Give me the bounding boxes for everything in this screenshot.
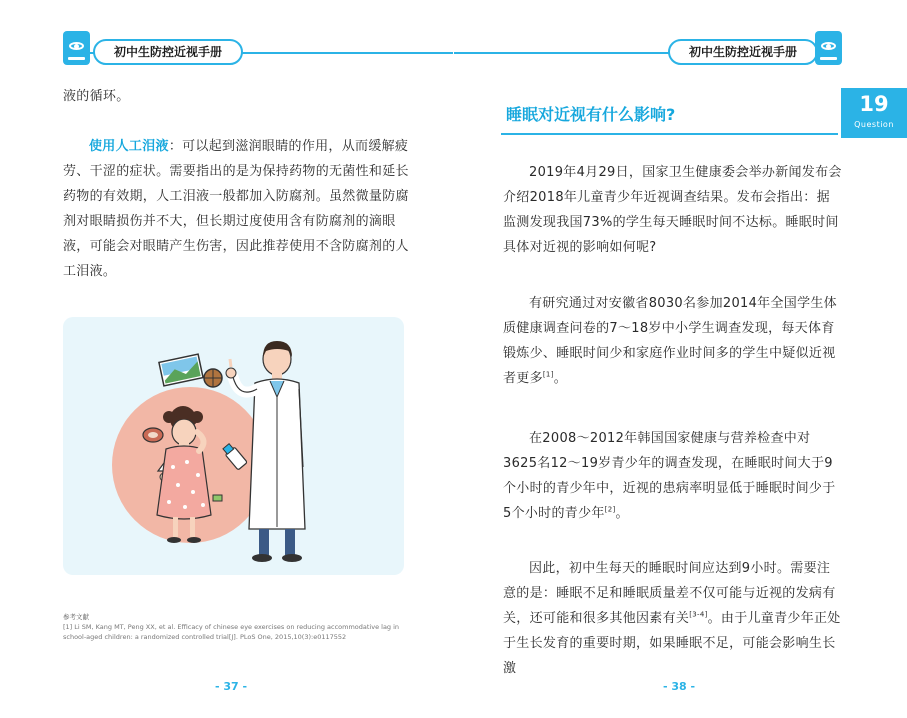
left-page bbox=[0, 0, 453, 718]
page-number: - 38 - bbox=[662, 680, 696, 693]
page-header bbox=[63, 31, 453, 65]
citation: [1] bbox=[542, 370, 554, 379]
paragraph-text: ：可以起到滋润眼睛的作用，从而缓解疲劳、干涩的症状。需要指出的是为保持药物的无菌性和延长药物的有效期，人工泪液一般都加入防腐剂。虽然微量防腐剂对眼睛损伤并不大，但长期过度使用含有防腐剂的滴眼液，可能会对眼睛产生伤害，因此推荐使用不含防腐剂的人工泪液。 bbox=[63, 139, 409, 279]
meat-icon bbox=[143, 428, 163, 442]
book-title-badge: 初中生防控近视手册 bbox=[668, 39, 818, 65]
paragraph-text: 2019年4月29日，国家卫生健康委会举办新闻发布会介绍2018年儿童青少年近视调查结果。发布会指出：据监测发现我国73%的学生每天睡眠时间不达标。睡眠时间具体对近视的影响如何呢? bbox=[503, 165, 842, 255]
paragraph bbox=[63, 134, 411, 284]
references-title: 参考文献 bbox=[63, 613, 89, 621]
ball-icon bbox=[204, 369, 222, 387]
illustration bbox=[63, 317, 404, 575]
question-label: Question bbox=[854, 120, 894, 129]
paragraph-tail: 。 bbox=[615, 506, 629, 521]
question-heading bbox=[501, 93, 838, 135]
paragraph bbox=[503, 556, 843, 681]
question-title: 睡眠对近视有什么影响? bbox=[506, 105, 676, 124]
paragraph-text: 有研究通过对安徽省8030名参加2014年全国学生体质健康调查问卷的7～18岁中小学生调查发现，每天体育锻炼少、睡眠时间少和家庭作业时间多的学生中疑似近视者更多 bbox=[503, 296, 837, 386]
highlight-term: 使用人工泪液 bbox=[89, 139, 169, 154]
candy-icon bbox=[213, 495, 222, 501]
paragraph bbox=[63, 84, 413, 109]
paragraph bbox=[503, 426, 843, 526]
question-number: 19 bbox=[859, 92, 889, 116]
paragraph-text: 因此，初中生每天的睡眠时间应达到9小时。需要注意的是：睡眠不足和睡眠质量差不仅可能与近视的发病有关，还可能和很多其他因素有关 bbox=[503, 561, 836, 626]
landscape-card-icon bbox=[159, 354, 203, 386]
citation: [3-4] bbox=[689, 610, 708, 619]
paragraph-text: 液的循环。 bbox=[63, 89, 130, 104]
reference-item: [1] Li SM, Kang MT, Peng XX, et al. Efficacy of chinese eye exercises on reducing accommodative lag in school-aged children: a randomized controlled trial[J]. PLoS One, 2015,10(3):e0117552 bbox=[63, 623, 400, 641]
page-header bbox=[454, 31, 842, 65]
paragraph-text: 在2008～2012年韩国国家健康与营养检查中对3625名12～19岁青少年的调查发现，在睡眠时间大于9个小时的青少年中，近视的患病率明显低于睡眠时间少于5个小时的青少年 bbox=[503, 431, 836, 521]
citation: [2] bbox=[604, 505, 616, 514]
page-number: - 37 - bbox=[214, 680, 248, 693]
eye-screen-icon bbox=[63, 31, 90, 65]
book-title-badge: 初中生防控近视手册 bbox=[93, 39, 243, 65]
eye-screen-icon bbox=[815, 31, 842, 65]
paragraph bbox=[503, 160, 843, 260]
paragraph-tail: 。 bbox=[553, 371, 568, 386]
question-number-box bbox=[841, 88, 907, 138]
paragraph bbox=[503, 291, 843, 391]
references bbox=[63, 612, 408, 642]
doctor-girl-illustration bbox=[63, 317, 404, 575]
right-page bbox=[454, 0, 907, 718]
paragraph-tail: 。由于儿童青少年正处于生长发育的重要时期，如果睡眠不足，可能会影响生长激 bbox=[503, 611, 841, 676]
